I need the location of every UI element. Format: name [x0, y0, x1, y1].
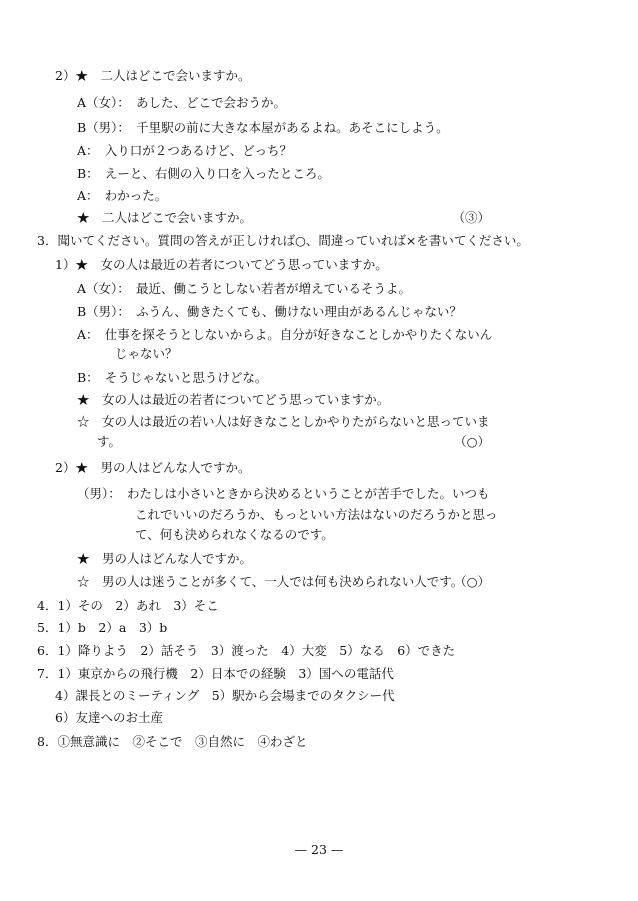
line-q3-1-a2-cont: じゃない？ — [115, 346, 178, 361]
section-7-cont: 4）課長とのミーティング 5）駅から会場までのタクシー代 — [55, 688, 395, 703]
line-q3-1-statement: ☆ 女の人は最近の若い人は好きなことしかやりたがらないと思っていま — [77, 414, 490, 429]
line-q3-2: 2）★ 男の人はどんな人ですか。 — [55, 460, 251, 475]
line-q2-b2: B： えーと、右側の入り口を入ったところ。 — [77, 166, 330, 181]
line-q3-1-a1: A（女）： 最近、働こうとしない若者が増えているそうよ。 — [77, 281, 412, 296]
line-q2-a2: A： 入り口が２つあるけど、どっち？ — [77, 143, 293, 158]
line-q3-1-b1: B（男）： ふうん、働きたくても、働けない理由があるんじゃない？ — [77, 304, 462, 319]
line-q2: 2）★ 二人はどこで会いますか。 — [55, 68, 251, 83]
page-number: — 23 — — [294, 842, 344, 857]
line-q3-2-m1: （男）： わたしは小さいときから決めるということが苦手でした。いつも — [77, 486, 490, 501]
line-q3-1-statement-cont: す。 — [97, 434, 122, 449]
line-q2-a3: A： わかった。 — [77, 188, 168, 203]
line-q3-1: 1）★ 女の人は最近の若者についてどう思っていますか。 — [55, 257, 388, 272]
line-q3-2-m1-cont2: て、何も決められなくなるのです。 — [135, 527, 334, 542]
line-q3-1-a2: A： 仕事を探そうとしないからよ。自分が好きなことしかやりたくないん — [77, 327, 493, 342]
section-6: 6．1）降りよう 2）話そう 3）渡った 4）大変 5）なる 6）できた — [37, 643, 456, 658]
line-q3-2-m1-cont1: これでいいのだろうか、もっといい方法はないのだろうかと思っ — [135, 507, 498, 522]
line-q3-1-repeat: ★ 女の人は最近の若者についてどう思っていますか。 — [77, 392, 390, 407]
answer-q2: （③） — [452, 210, 490, 225]
section-8: 8．①無意識に ②そこで ③自然に ④わざと — [37, 734, 308, 749]
line-q2-repeat: ★ 二人はどこで会いますか。 — [77, 210, 253, 225]
line-q2-a1: A（女）： あした、どこで会おうか。 — [77, 95, 287, 110]
line-q2-b1: B（男）： 千里駅の前に大きな本屋があるよね。あそこにしよう。 — [77, 120, 449, 135]
answer-q3-2: （○） — [454, 574, 490, 589]
section-7-cont2: 6）友達へのお土産 — [55, 710, 163, 725]
line-q3-2-repeat: ★ 男の人はどんな人ですか。 — [77, 551, 253, 566]
section-5: 5．1）b 2）a 3）b — [37, 620, 168, 635]
line-q3-2-statement: ☆ 男の人は迷うことが多くて、一人では何も決められない人です。 — [77, 574, 464, 589]
section-7: 7．1）東京からの飛行機 2）日本での経験 3）国への電話代 — [37, 666, 394, 681]
line-q3-1-b2: B： そうじゃないと思うけどな。 — [77, 370, 268, 385]
answer-q3-1: （○） — [454, 434, 490, 449]
section-3-title: 3．聞いてください。質問の答えが正しければ○、間違っていれば×を書いてください。 — [37, 233, 529, 248]
section-4: 4．1）その 2）あれ 3）そこ — [37, 598, 219, 613]
